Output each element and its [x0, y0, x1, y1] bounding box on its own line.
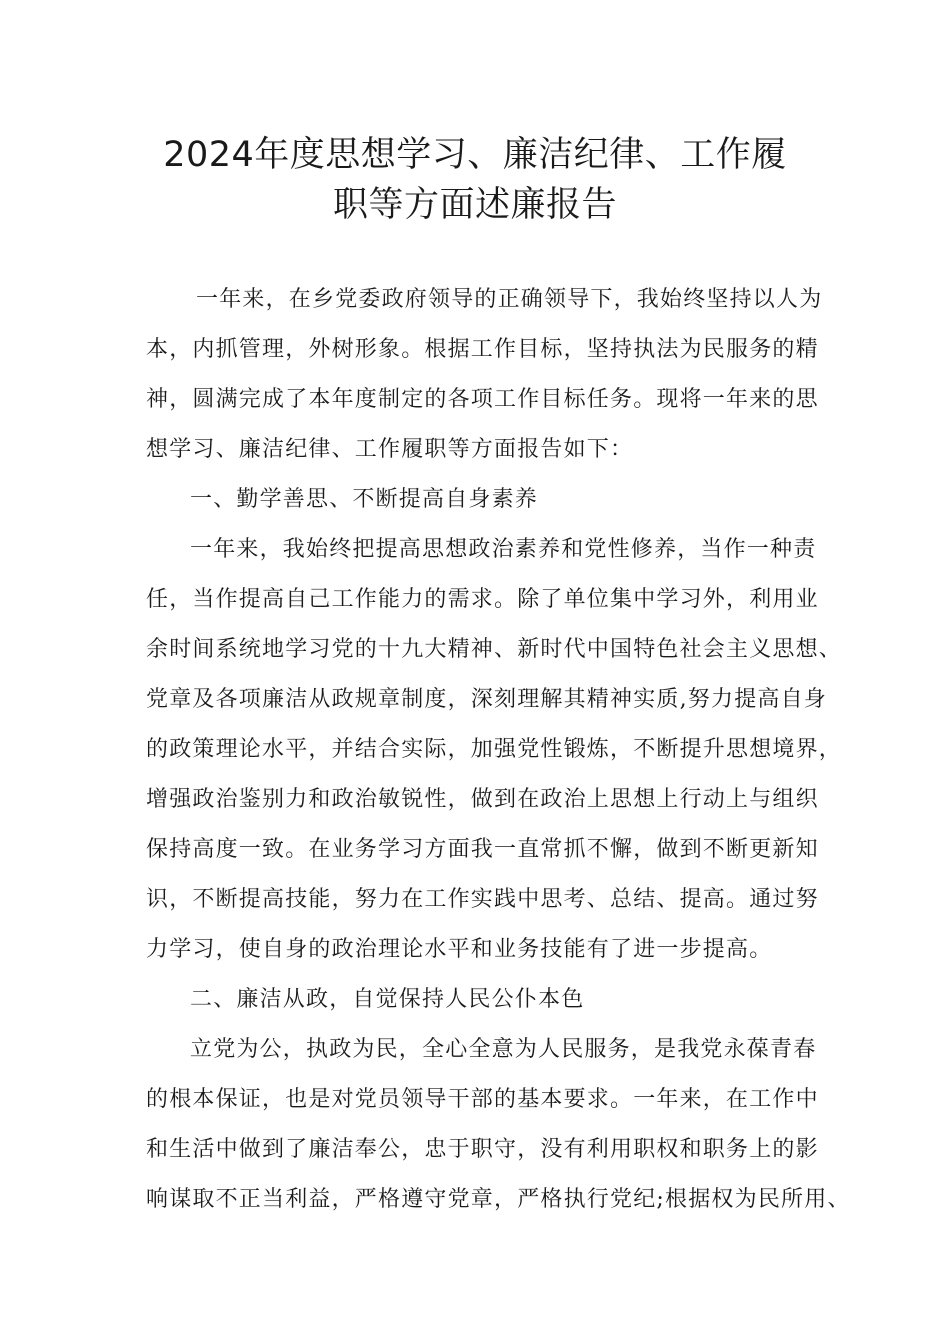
- body-line-6: 一年来，我始终把提高思想政治素养和党性修养，当作一种责: [190, 537, 817, 562]
- body-line-19: 响谋取不正当利益，严格遵守党章，严格执行党纪;根据权为民所用、: [146, 1187, 851, 1212]
- body-line-12: 保持高度一致。在业务学习方面我一直常抓不懈，做到不断更新知: [146, 837, 819, 862]
- body-line-8: 余时间系统地学习党的十九大精神、新时代中国特色社会主义思想、: [146, 637, 843, 662]
- body-line-10: 的政策理论水平，并结合实际，加强党性锻炼，不断提升思想境界，: [146, 737, 843, 762]
- body-line-14: 力学习，使自身的政治理论水平和业务技能有了进一步提高。: [146, 937, 773, 962]
- body-line-18: 和生活中做到了廉洁奉公，忠于职守，没有利用职权和职务上的影: [146, 1137, 819, 1162]
- body-line-2: 本，内抓管理，外树形象。根据工作目标，坚持执法为民服务的精: [146, 337, 819, 362]
- body-line-1: 一年来，在乡党委政府领导的正确领导下，我始终坚持以人为: [196, 287, 823, 312]
- body-line-13: 识，不断提高技能，努力在工作实践中思考、总结、提高。通过努: [146, 887, 819, 912]
- body-line-3: 神，圆满完成了本年度制定的各项工作目标任务。现将一年来的思: [146, 387, 819, 412]
- section-heading-1: 一、勤学善思、不断提高自身素养: [190, 487, 539, 512]
- document-title-line-1: 2024年度思想学习、廉洁纪律、工作履: [163, 135, 787, 175]
- body-line-17: 的根本保证，也是对党员领导干部的基本要求。一年来，在工作中: [146, 1087, 819, 1112]
- section-heading-2: 二、廉洁从政，自觉保持人民公仆本色: [190, 987, 585, 1012]
- body-line-11: 增强政治鉴别力和政治敏锐性，做到在政治上思想上行动上与组织: [146, 787, 819, 812]
- body-line-16: 立党为公，执政为民，全心全意为人民服务，是我党永葆青春: [190, 1037, 817, 1062]
- body-line-9: 党章及各项廉洁从政规章制度，深刻理解其精神实质,努力提高自身: [146, 687, 827, 712]
- body-line-4: 想学习、廉洁纪律、工作履职等方面报告如下：: [146, 437, 634, 462]
- body-line-7: 任，当作提高自己工作能力的需求。除了单位集中学习外，利用业: [146, 587, 819, 612]
- document-title-line-2: 职等方面述廉报告: [332, 185, 617, 225]
